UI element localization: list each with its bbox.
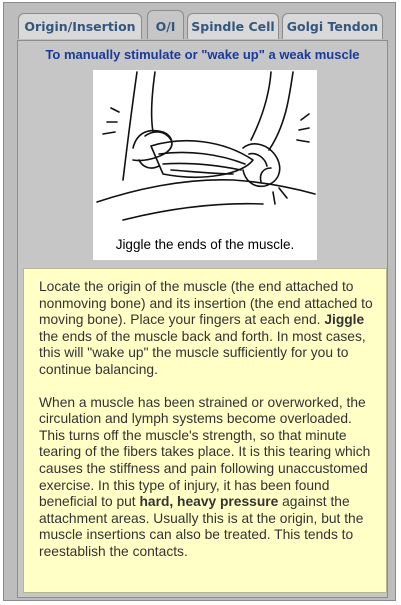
pressure-emphasis: hard, heavy pressure bbox=[139, 494, 279, 510]
paragraph-2-text-a: When a muscle has been strained or overworked, the circulation and lymph systems become overloaded. This turns off the muscle's strength, so that minute tearing of the fibers takes place. It is this tearing which causes the stiffness and pain following unaccustomed exercise. In this type of injury, it has been found beneficial to put bbox=[39, 394, 371, 510]
illustration-caption: Jiggle the ends of the muscle. bbox=[115, 237, 295, 252]
tab-golgi-tendon[interactable]: Golgi Tendon bbox=[282, 13, 383, 39]
info-textbox bbox=[23, 268, 387, 593]
page-heading: To manually stimulate or "wake up" a weak muscle bbox=[45, 47, 360, 62]
tab-origin-insertion[interactable]: Origin/Insertion bbox=[18, 13, 142, 39]
tab-oi[interactable]: O/I bbox=[147, 10, 184, 39]
muscle-illustration bbox=[93, 70, 317, 260]
hands-jiggling-muscle-drawing bbox=[93, 70, 317, 260]
paragraph-1-text-a: Locate the origin of the muscle (the end attached to nonmoving bone) and its insertion (the end attached to moving bone). Place your fingers at each end. bbox=[39, 279, 373, 328]
window-frame bbox=[3, 2, 396, 601]
paragraph-pressure bbox=[39, 395, 378, 561]
tab-panel bbox=[17, 40, 388, 598]
jiggle-emphasis: Jiggle bbox=[324, 312, 365, 328]
paragraph-jiggle bbox=[39, 279, 378, 379]
paragraph-2-text-b: against the attachment areas. Usually this is at the origin, but the muscle insertions can also be treated. This tends to reestablish the contacts. bbox=[39, 494, 364, 559]
paragraph-1-text-b: the ends of the muscle back and forth. In most cases, this will "wake up" the muscle sufficiently for you to continue balancing. bbox=[39, 328, 366, 377]
tab-spindle-cell[interactable]: Spindle Cell bbox=[187, 13, 279, 39]
